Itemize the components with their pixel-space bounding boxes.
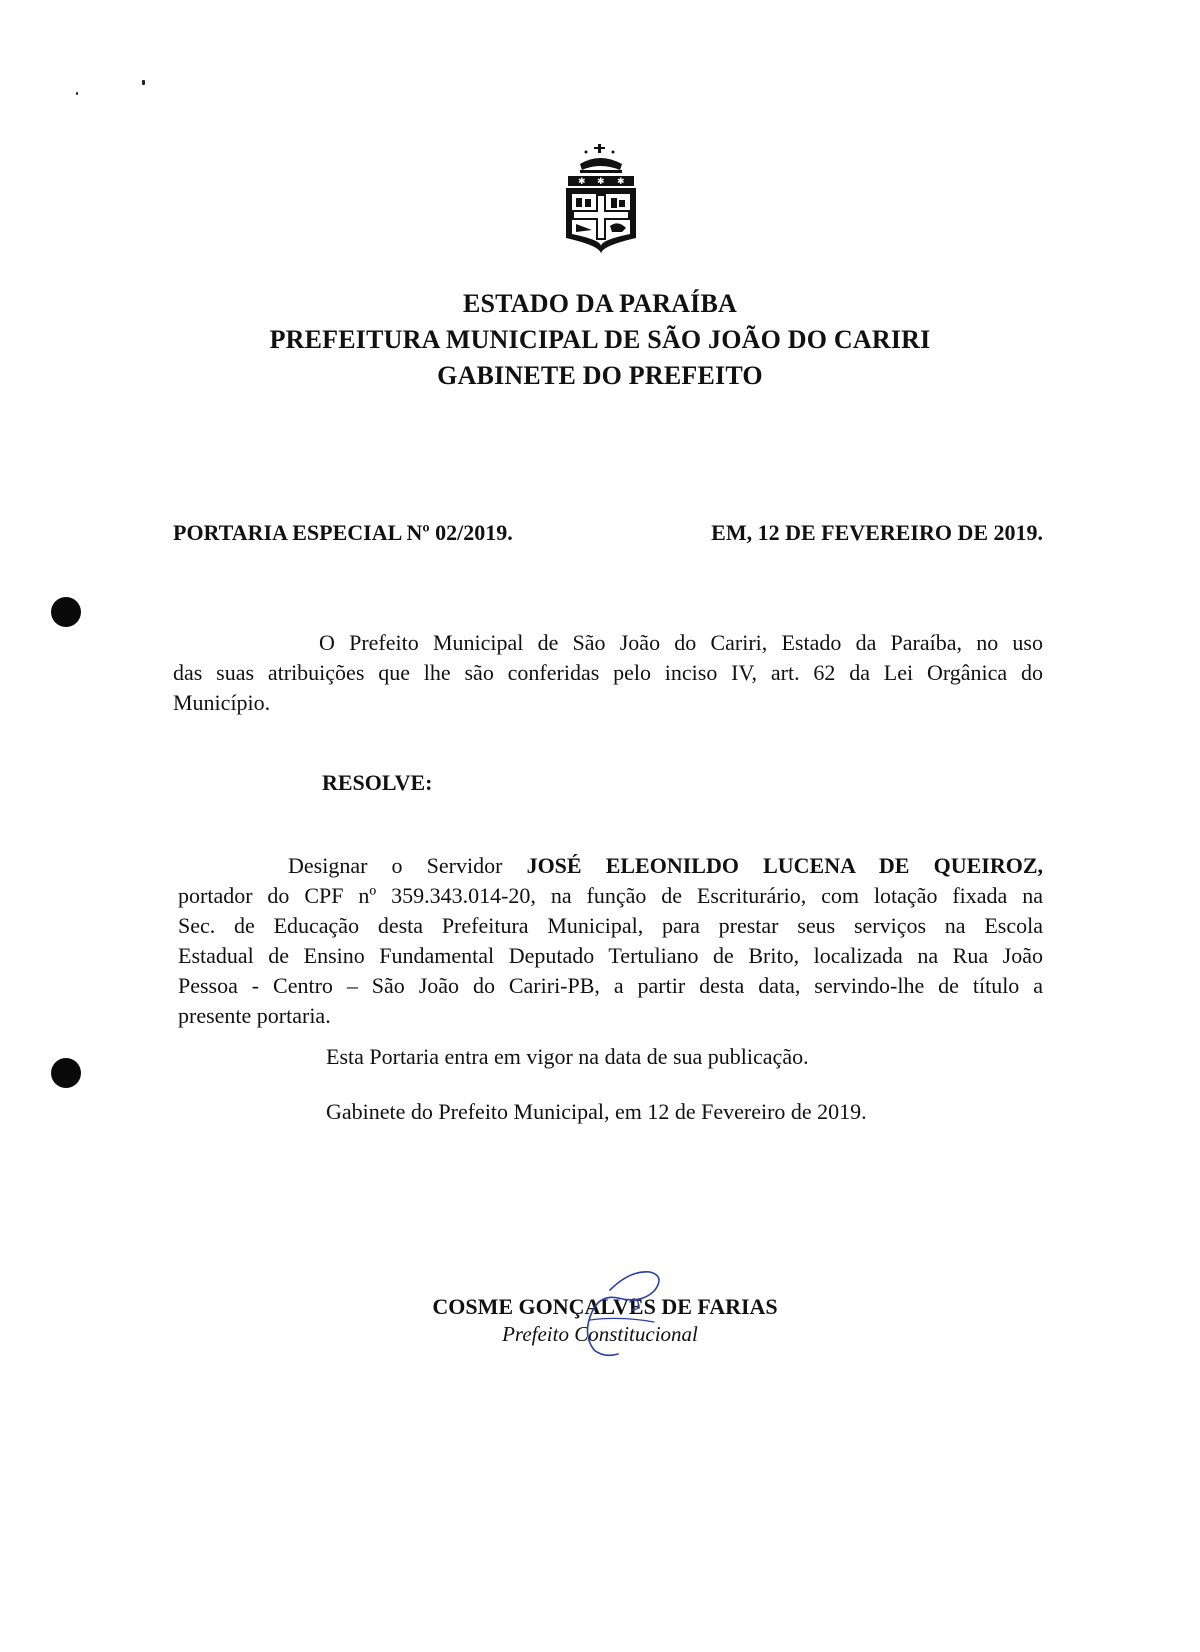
scan-speck: [142, 80, 145, 85]
header-state: ESTADO DA PARAÍBA: [462, 289, 738, 318]
svg-text:✱: ✱: [578, 177, 586, 187]
vigor-clause: Esta Portaria entra em vigor na data de sua publicação.: [326, 1044, 809, 1069]
designation-line: presente portaria.: [178, 1003, 331, 1028]
designation-line: portador do CPF nº 359.343.014-20, na função de Escriturário, com lotação fixada na: [178, 883, 1043, 908]
designation-line: Estadual de Ensino Fundamental Deputado Tertuliano de Brito, localizada na Rua João: [178, 943, 1043, 968]
header-cabinet: GABINETE DO PREFEITO: [437, 361, 763, 390]
signatory-name: COSME GONÇALVES DE FARIAS: [432, 1294, 778, 1319]
closing-line: Gabinete do Prefeito Municipal, em 12 de Fevereiro de 2019.: [326, 1099, 867, 1124]
scan-speck: [76, 92, 78, 95]
designation-intro: Designar o Servidor: [288, 853, 503, 878]
signatory-title: Prefeito Constitucional: [502, 1322, 698, 1346]
portaria-date: EM, 12 DE FEVEREIRO DE 2019.: [711, 520, 1043, 545]
header-municipality: PREFEITURA MUNICIPAL DE SÃO JOÃO DO CARIRI: [269, 325, 931, 354]
preamble-line: O Prefeito Municipal de São João do Cariri, Estado da Paraíba, no uso: [319, 630, 1043, 655]
designation-paragraph: [178, 851, 1043, 1031]
preamble-line: Município.: [173, 690, 271, 715]
resolve-label: RESOLVE:: [322, 770, 433, 795]
punch-hole-bottom: [51, 1058, 81, 1088]
handwritten-signature: [560, 1250, 680, 1360]
svg-text:✱: ✱: [617, 177, 625, 187]
svg-text:✱: ✱: [597, 177, 605, 187]
punch-hole-top: [51, 597, 81, 627]
servant-name: JOSÉ ELEONILDO LUCENA DE QUEIROZ,: [526, 853, 1043, 878]
designation-line: Pessoa - Centro – São João do Cariri-PB, a partir desta data, servindo-lhe de título a: [178, 973, 1043, 998]
preamble-paragraph: [173, 628, 1043, 718]
designation-line-1: [178, 851, 1043, 881]
preamble-line: das suas atribuições que lhe são conferidas pelo inciso IV, art. 62 da Lei Orgânica do: [173, 660, 1043, 685]
designation-line: Sec. de Educação desta Prefeitura Municipal, para prestar seus serviços na Escola: [178, 913, 1043, 938]
coat-of-arms-icon: [556, 142, 648, 254]
portaria-number: PORTARIA ESPECIAL Nº 02/2019.: [173, 520, 513, 545]
